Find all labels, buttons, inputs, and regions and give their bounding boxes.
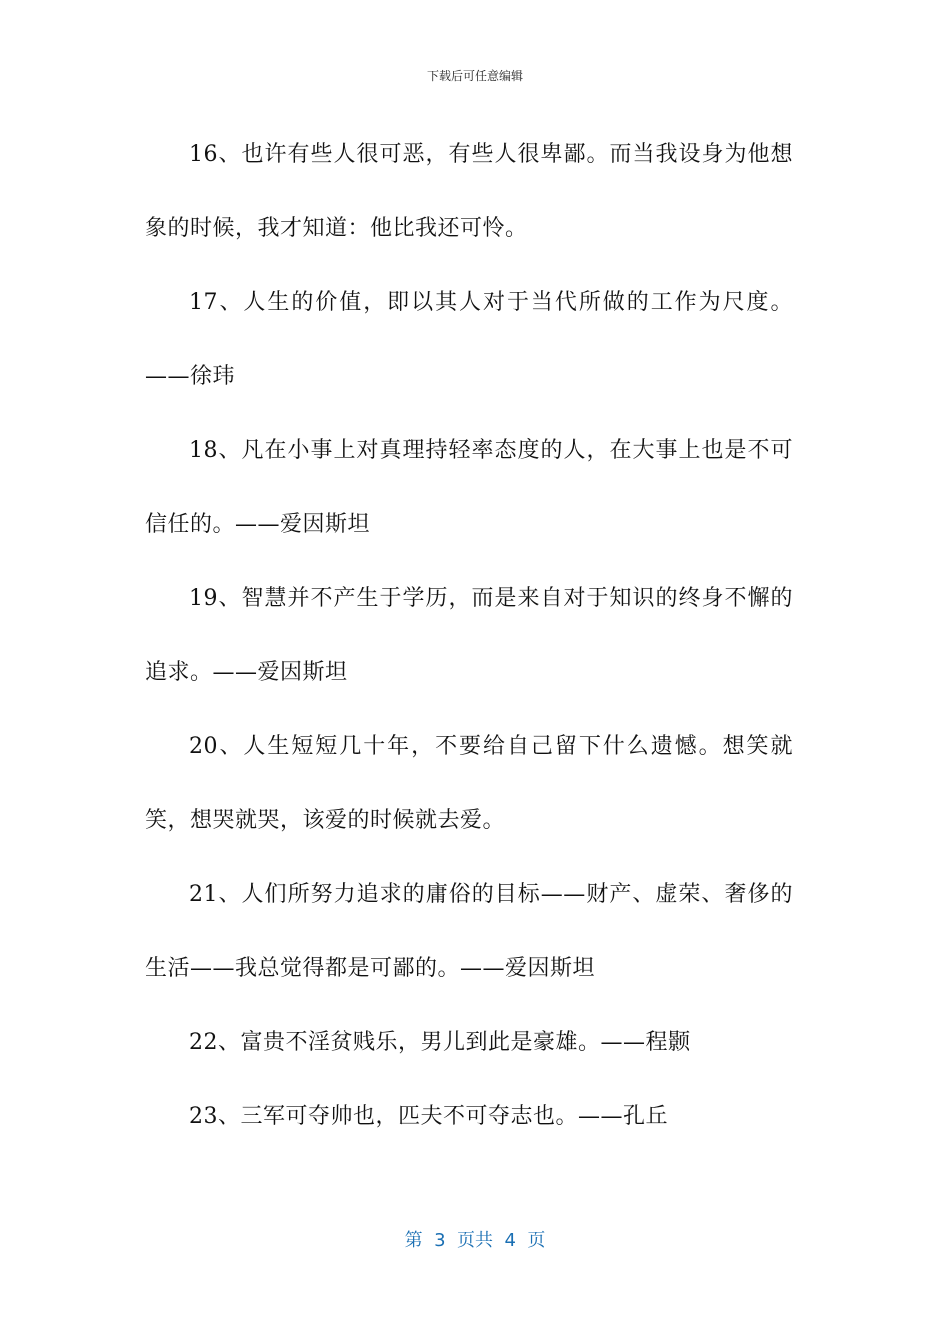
quote-paragraph: 20、人生短短几十年，不要给自己留下什么遗憾。想笑就笑，想哭就哭，该爱的时候就去爱。	[145, 734, 793, 833]
page-header: 下载后可任意编辑	[426, 69, 523, 83]
quote-paragraph: 23、三军可夺帅也，匹夫不可夺志也。——孔丘	[189, 1104, 668, 1129]
quote-paragraph: 21、人们所努力追求的庸俗的目标——财产、虚荣、奢侈的生活——我总觉得都是可鄙的。——爱因斯坦	[145, 882, 793, 981]
quote-paragraph: 18、凡在小事上对真理持轻率态度的人，在大事上也是不可信任的。——爱因斯坦	[145, 438, 793, 537]
quote-paragraph: 19、智慧并不产生于学历，而是来自对于知识的终身不懈的追求。——爱因斯坦	[145, 586, 793, 685]
quote-paragraph: 22、富贵不淫贫贱乐，男儿到此是豪雄。——程颢	[189, 1030, 691, 1055]
quote-paragraph: 16、也许有些人很可恶，有些人很卑鄙。而当我设身为他想象的时候，我才知道：他比我还可怜。	[145, 142, 793, 241]
page-number-footer: 第 3 页共 4 页	[404, 1230, 546, 1251]
quote-paragraph: 17、人生的价值，即以其人对于当代所做的工作为尺度。——徐玮	[145, 290, 793, 389]
document-body	[145, 118, 793, 1154]
